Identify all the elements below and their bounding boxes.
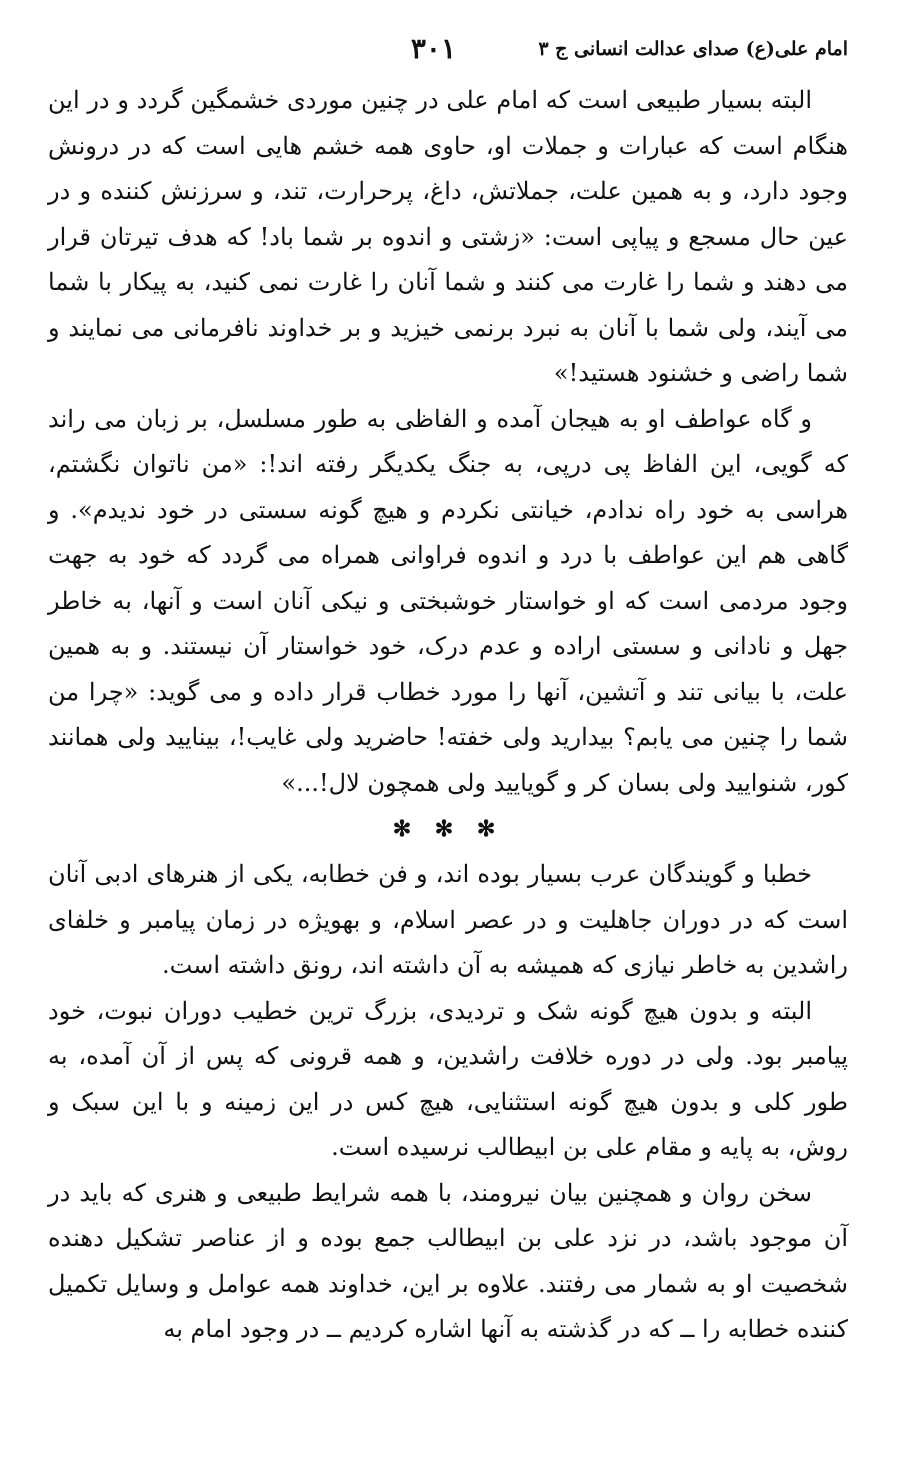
paragraph: سخن روان و همچنین بیان نیرومند، با همه شرایط طبیعی و هنری که باید در آن موجود باشد، در نزد علی بن ابیطالب جمع بوده و از عناصر تشکیل دهنده شخصیت او به شمار می رفتند. علاوه بر این، خداوند همه عوامل و وسایل تکمیل کننده خطابه را ــ که در گذشته به آنها اشاره کردیم ــ در وجود امام به [48, 1178, 848, 1343]
page-number: ۳۰۱ [410, 32, 456, 65]
paragraph: خطبا و گویندگان عرب بسیار بوده اند، و فن خطابه، یکی از هنرهای ادبی آنان است که در دوران جاهلیت و در عصر اسلام، و بهویژه در زمان پیامبر و خلفای راشدین به خاطر نیازی که همیشه به آن داشته اند، رونق داشته است. [48, 860, 848, 979]
body-text [48, 78, 848, 1353]
paragraph: البته و بدون هیچ گونه شک و تردیدی، بزرگ ترین خطیب دوران نبوت، خود پیامبر بود. ولی در دوره خلافت راشدین، و همه قرونی که پس از آن آمده، به طور کلی و بدون هیچ گونه استثنایی، هیچ کس در این زمینه و با این سبک و روش، به پایه و مقام علی بن ابیطالب نرسیده است. [48, 996, 849, 1161]
running-title: امام علی(ع) صدای عدالت انسانی ج ۳ [538, 38, 848, 60]
page-header [48, 30, 848, 74]
section-separator: ✻ ✻ ✻ [392, 816, 504, 842]
paragraph: البته بسیار طبیعی است که امام علی در چنین موردی خشمگین گردد و در این هنگام است که عبارات و جملات او، حاوی همه خشم هایی است که در درونش وجود دارد، و به همین علت، جملاتش، داغ، پرحرارت، تند، و سرزنش کننده و در عین حال مسجع و پیاپی است: «زشتی و اندوه بر شما باد! که هدف تیرتان قرار می دهند و شما را غارت می کنند و شما آنان را غارت نمی کنید، به پیکار با شما می آیند، ولی شما با آنان به نبرد برنمی خیزید و بر خداوند نافرمانی می نمایند و شما راضی و خشنود هستید!» [48, 86, 849, 387]
paragraph: و گاه عواطف او به هیجان آمده و الفاظی به طور مسلسل، بر زبان می راند که گویی، این الفاظ پی درپی، به جنگ یکدیگر رفته اند!: «من ناتوان نگشتم، هراسی به خود راه ندادم، خیانتی نکردم و هیچ گونه سستی در خود ندیدم». و گاهی هم این عواطف با درد و اندوه فراوانی همراه می گردد که خود به جهت وجود مردمی است که او خواستار خوشبختی و نیکی آنان است و آنها، به خاطر جهل و نادانی و سستی اراده و عدم درک، خود خواستار آن نیستند. و به همین علت، با بیانی تند و آتشین، آنها را مورد خطاب قرار داده و می گوید: «چرا من شما را چنین می یابم؟ بیدارید ولی خفته! حاضرید ولی غایب!، بینایید ولی همانند کور، شنوایید ولی بسان کر و گویایید ولی همچون لال!...» [48, 404, 848, 797]
